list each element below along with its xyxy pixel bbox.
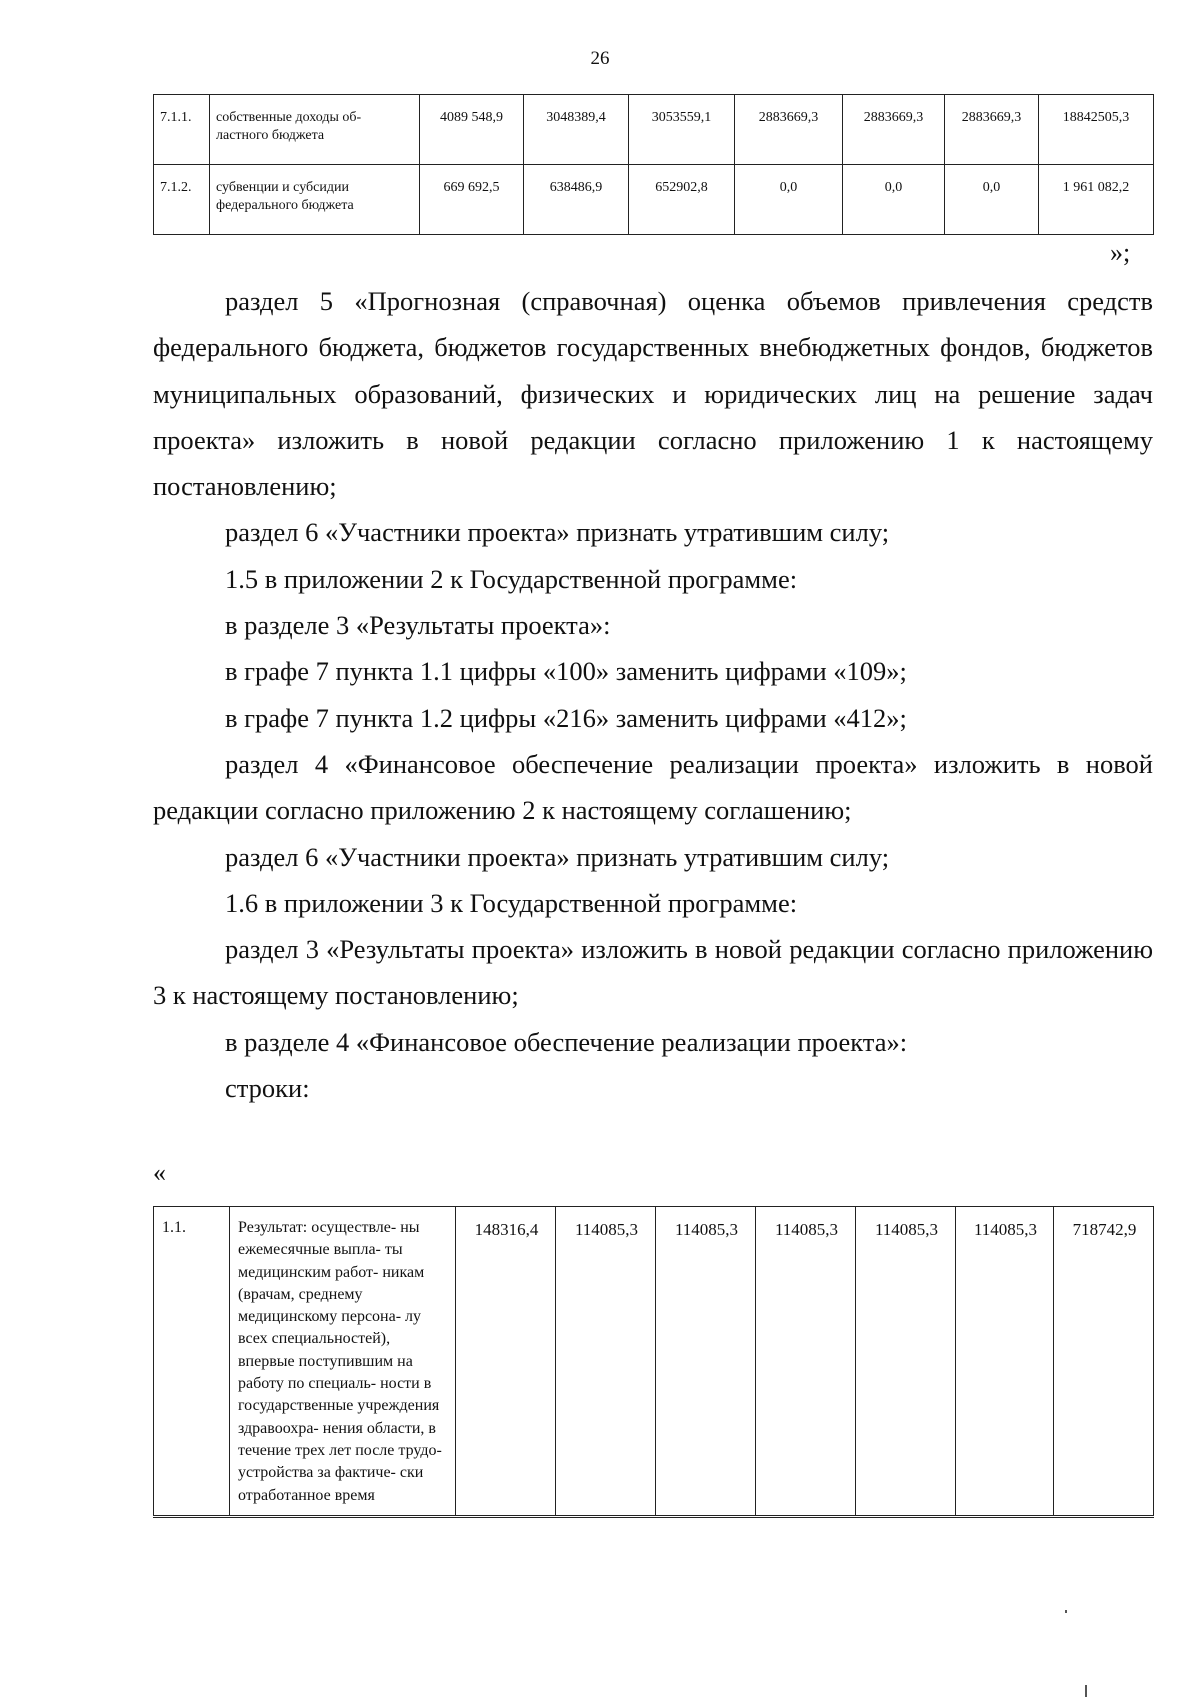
paragraph: раздел 5 «Прогнозная (справочная) оценка объемов привлечения средств федерального бюджета, бюджетов государственных внебюджетных фондов, бюджетов муниципальных образований, физических и юридических лиц на решение задач проекта» изложить в новой редакции согласно приложению 1 к настоящему постановлению; bbox=[153, 286, 1153, 502]
paragraph: 1.5 в приложении 2 к Государственной программе: bbox=[225, 563, 798, 594]
value-cell: 669 692,5 bbox=[420, 165, 524, 235]
paragraph: в графе 7 пункта 1.1 цифры «100» заменить цифрами «109»; bbox=[225, 656, 907, 687]
value-cell: 1 961 082,2 bbox=[1039, 165, 1154, 235]
row-code: 7.1.1. bbox=[154, 95, 210, 165]
value-cell: 114085,3 bbox=[556, 1207, 656, 1517]
value-cell: 652902,8 bbox=[629, 165, 735, 235]
paragraph: 1.6 в приложении 3 к Государственной программе: bbox=[225, 887, 798, 918]
table-row bbox=[154, 165, 1154, 235]
value-cell: 4089 548,9 bbox=[420, 95, 524, 165]
value-cell: 18842505,3 bbox=[1039, 95, 1154, 165]
paragraph: строки: bbox=[225, 1073, 310, 1104]
body-text bbox=[153, 278, 1153, 1111]
value-cell: 114085,3 bbox=[656, 1207, 756, 1517]
scan-speck bbox=[1065, 1610, 1067, 1613]
value-cell: 718742,9 bbox=[1054, 1207, 1154, 1517]
value-cell: 3053559,1 bbox=[629, 95, 735, 165]
paragraph: раздел 4 «Финансовое обеспечение реализации проекта» изложить в новой редакции согласно приложению 2 к настоящему соглашению; bbox=[153, 748, 1153, 826]
page-number: 26 bbox=[590, 48, 610, 69]
value-cell: 638486,9 bbox=[524, 165, 629, 235]
value-cell: 2883669,3 bbox=[735, 95, 843, 165]
closing-quote-mark: »; bbox=[1110, 238, 1131, 267]
row-code: 7.1.2. bbox=[154, 165, 210, 235]
value-cell: 148316,4 bbox=[456, 1207, 556, 1517]
financing-table-top bbox=[153, 94, 1154, 235]
table-row bbox=[154, 95, 1154, 165]
value-cell: 0,0 bbox=[843, 165, 945, 235]
scan-speck bbox=[1085, 1685, 1087, 1697]
value-cell: 2883669,3 bbox=[945, 95, 1039, 165]
opening-quote-mark: « bbox=[153, 1158, 166, 1187]
value-cell: 3048389,4 bbox=[524, 95, 629, 165]
value-cell: 0,0 bbox=[735, 165, 843, 235]
value-cell: 114085,3 bbox=[756, 1207, 856, 1517]
paragraph: раздел 6 «Участники проекта» признать утратившим силу; bbox=[225, 517, 890, 548]
paragraph: раздел 6 «Участники проекта» признать утратившим силу; bbox=[225, 841, 890, 872]
value-cell: 114085,3 bbox=[856, 1207, 956, 1517]
paragraph: раздел 3 «Результаты проекта» изложить в новой редакции согласно приложению 3 к настоящему постановлению; bbox=[153, 934, 1153, 1011]
row-label: субвенции и субсидии федерального бюджета bbox=[210, 165, 420, 235]
value-cell: 0,0 bbox=[945, 165, 1039, 235]
paragraph: в графе 7 пункта 1.2 цифры «216» заменить цифрами «412»; bbox=[225, 702, 907, 733]
paragraph: в разделе 4 «Финансовое обеспечение реализации проекта»: bbox=[225, 1026, 908, 1057]
paragraph: в разделе 3 «Результаты проекта»: bbox=[225, 610, 611, 641]
row-label: Результат: осуществле- ны ежемесячные выпла- ты медицинским работ- никам (врачам, среднему медицинскому персона- лу всех специальностей), впервые поступившим на работу по специаль- ности в государственные учреждения здравоохра- нения области, в течение трех лет после трудо- устройства за фактиче- ски отработанное время bbox=[230, 1207, 456, 1517]
table-row bbox=[154, 1207, 1154, 1517]
financing-table-bottom bbox=[153, 1206, 1154, 1518]
row-code: 1.1. bbox=[154, 1207, 230, 1517]
value-cell: 114085,3 bbox=[956, 1207, 1054, 1517]
row-label: собственные доходы об- ластного бюджета bbox=[210, 95, 420, 165]
value-cell: 2883669,3 bbox=[843, 95, 945, 165]
